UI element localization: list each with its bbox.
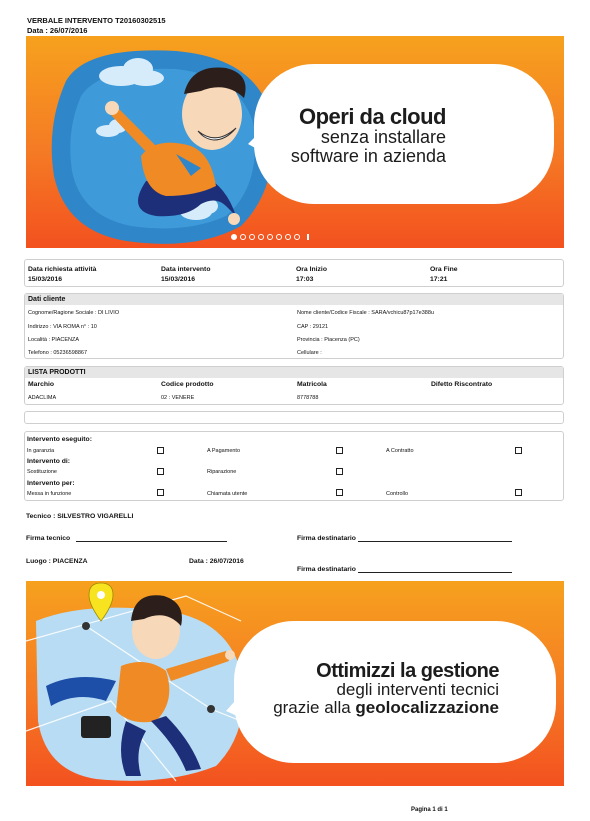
firma-data: Data : 26/07/2016 [189,558,244,565]
value-ora-inizio: 17:03 [296,276,314,283]
col-codice-prodotto: Codice prodotto [161,381,214,388]
intervento-eseguito-label: Intervento eseguito: [27,436,92,443]
col-difetto: Difetto Riscontrato [431,381,493,388]
banner-line-2: degli interventi tecnici [336,680,499,700]
firma-destinatario-line[interactable] [358,541,512,542]
checkbox-riparazione[interactable] [336,468,343,475]
intervento-per-label: Intervento per: [27,480,75,487]
cliente-localita: Località : PIACENZA [28,337,80,343]
option-chiamata-utente-label: Chiamata utente [207,491,248,497]
section-title: LISTA PRODOTTI [25,367,563,378]
cliente-cellulare: Cellulare : [297,350,322,356]
banner-line-2: senza installare [320,127,446,148]
carousel-dot[interactable] [249,234,255,240]
checkbox-chiamata-utente[interactable] [336,489,343,496]
checkbox-a-pagamento[interactable] [336,447,343,454]
carousel-dot[interactable] [267,234,273,240]
banner-line-1: Ottimizzi la gestione [316,660,499,682]
col-matricola: Matricola [297,381,327,388]
option-sostituzione-label: Sostituzione [27,469,57,475]
option-in-garanzia-label: In garanzia [27,448,55,454]
banner-line-3 [199,699,499,716]
carousel-indicators[interactable] [231,234,309,240]
cliente-cap: CAP : 29121 [297,324,329,330]
option-controllo-label: Controllo [386,491,409,497]
checkbox-a-contratto[interactable] [515,447,522,454]
option-riparazione-label: Riparazione [207,469,237,475]
carousel-dot[interactable] [258,234,264,240]
checkbox-in-garanzia[interactable] [157,447,164,454]
firma-tecnico-label: Firma tecnico [26,535,71,542]
banner-line-1: Operi da cloud [298,104,446,129]
banner-cloud [26,36,564,248]
firma-tecnico-line[interactable] [76,541,227,542]
option-a-pagamento-label: A Pagamento [207,448,241,454]
banner-geo-text [199,661,499,716]
table-cell: 8778788 [297,395,319,401]
carousel-dot[interactable] [294,234,300,240]
label-ora-fine: Ora Fine [430,266,458,273]
carousel-dot[interactable] [285,234,291,240]
option-messa-in-funzione-label: Messa in funzione [27,491,72,497]
cliente-panel [24,293,564,359]
checkbox-sostituzione[interactable] [157,468,164,475]
intervento-panel [24,431,564,501]
table-cell: 02 : VENERE [161,395,195,401]
cliente-indirizzo: Indirizzo : VIA ROMA n° : 10 [28,324,97,330]
carousel-dot[interactable] [240,234,246,240]
label-data-richiesta: Data richiesta attività [28,266,97,273]
firma-destinatario-line-2[interactable] [358,572,512,573]
document-title: VERBALE INTERVENTO T20160302515 [27,16,166,25]
carousel-dot[interactable] [231,234,237,240]
tecnico-name: Tecnico : SILVESTRO VIGARELLI [26,513,134,520]
checkbox-messa-in-funzione[interactable] [157,489,164,496]
note-panel [24,411,564,424]
firma-destinatario-label: Firma destinatario [297,535,356,542]
value-data-intervento: 15/03/2016 [161,276,196,283]
banner-line-3-prefix: grazie alla [273,697,356,717]
cliente-telefono: Telefono : 05236598867 [28,350,88,356]
banner-cloud-text [186,106,446,165]
firma-destinatario-label-2: Firma destinatario [297,566,356,573]
value-ora-fine: 17:21 [430,276,448,283]
col-marchio: Marchio [28,381,55,388]
label-data-intervento: Data intervento [161,266,211,273]
cliente-provincia: Provincia : Piacenza (PC) [297,337,360,343]
checkbox-controllo[interactable] [515,489,522,496]
banner-line-3: software in azienda [290,145,446,166]
label-ora-inizio: Ora Inizio [296,266,327,273]
banner-geolocalizzazione [26,581,564,786]
table-cell: ADACLIMA [28,395,57,401]
cliente-nome: Cognome/Ragione Sociale : DI LIVIO [28,310,120,316]
pause-icon[interactable] [307,234,309,240]
dates-panel [24,259,564,287]
document-date: Data : 26/07/2016 [27,26,88,35]
page-number: Pagina 1 di 1 [411,807,448,813]
prodotti-panel [24,366,564,405]
intervento-di-label: Intervento di: [27,458,71,465]
carousel-dot[interactable] [276,234,282,240]
value-data-richiesta: 15/03/2016 [28,276,63,283]
cliente-codice-fiscale: Nome cliente/Codice Fiscale : SARA/vchicu87p17e388u [297,310,434,316]
banner-line-3-bold: geolocalizzazione [355,697,499,717]
section-title: Dati cliente [25,294,563,305]
option-a-contratto-label: A Contratto [386,448,414,454]
luogo: Luogo : PIACENZA [26,558,88,565]
